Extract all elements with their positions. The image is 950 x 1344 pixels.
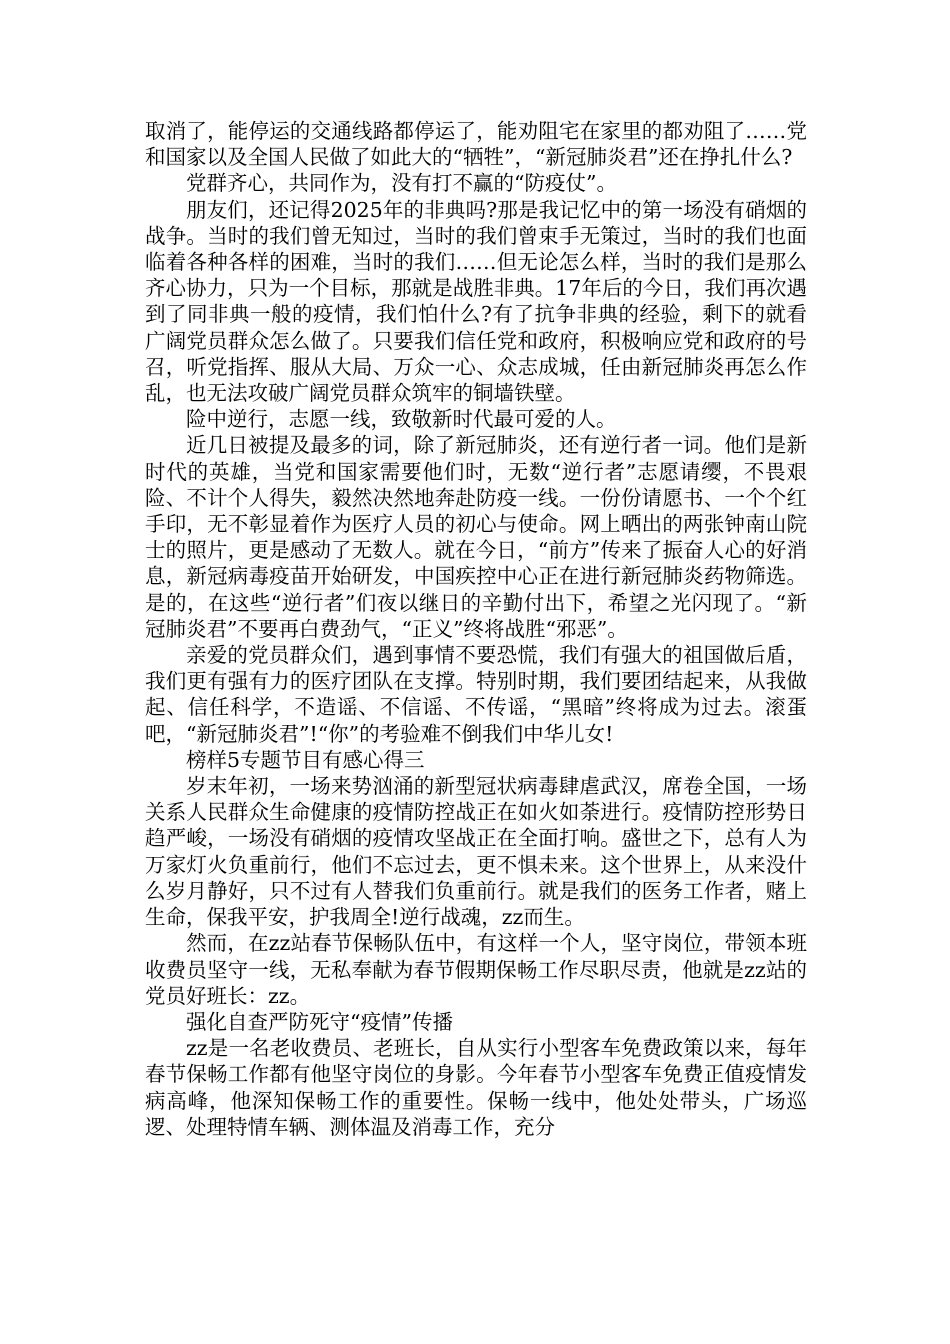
section-heading-1: 榜样5专题节目有感心得三 — [186, 747, 425, 772]
paragraph-3: 朋友们，还记得2025年的非典吗?那是我记忆中的第一场没有硝烟的战争。当时的我们曾无知过，当时的我们曾束手无策过，当时的我们也面临着各种各样的困难，当时的我们……但无论怎么样，当时的我们是那么齐心协力，只为一个目标，那就是战胜非典。17年后的今日，我们再次遇到了同非典一般的疫情，我们怕什么?有了抗争非典的经验，剩下的就看广阔党员群众怎么做了。只要我们信任党和政府，积极响应党和政府的号召，听党指挥、服从大局、万众一心、众志成城，任由新冠肺炎再怎么作乱，也无法攻破广阔党员群众筑牢的铜墙铁壁。 — [145, 197, 807, 406]
paragraph-8: 然而，在zz站春节保畅队伍中，有这样一个人，坚守岗位，带领本班收费员坚守一线，无私奉献为春节假期保畅工作尽职尽责，他就是zz站的党员好班长：zz。 — [145, 931, 807, 1008]
paragraph-9: zz是一名老收费员、老班长，自从实行小型客车免费政策以来，每年春节保畅工作都有他坚守岗位的身影。今年春节小型客车免费正值疫情发病高峰，他深知保畅工作的重要性。保畅一线中，他处处带头，广场巡逻、处理特情车辆、测体温及消毒工作，充分 — [145, 1036, 807, 1139]
section-heading-2: 强化自查严防死守“疫情”传播 — [186, 1009, 453, 1034]
paragraph-5: 近几日被提及最多的词，除了新冠肺炎，还有逆行者一词。他们是新时代的英雄，当党和国家需要他们时，无数“逆行者”志愿请缨，不畏艰险、不计个人得失，毅然决然地奔赴防疫一线。一份份请愿书、一个个红手印，无不彰显着作为医疗人员的初心与使命。网上晒出的两张钟南山院士的照片，更是感动了无数人。就在今日，“前方”传来了振奋人心的好消息，新冠病毒疫苗开始研发，中国疾控中心正在进行新冠肺炎药物筛选。是的，在这些“逆行者”们夜以继日的辛勤付出下，希望之光闪现了。“新冠肺炎君”不要再白费劲气，“正义”终将战胜“邪恶”。 — [145, 433, 807, 641]
paragraph-6: 亲爱的党员群众们，遇到事情不要恐慌，我们有强大的祖国做后盾，我们更有强有力的医疗团队在支撑。特别时期，我们要团结起来，从我做起、信任科学，不造谣、不信谣、不传谣，“黑暗”终将成为过去。滚蛋吧，“新冠肺炎君”!“你”的考验难不倒我们中华儿女! — [145, 643, 807, 746]
document-page — [145, 118, 807, 1140]
paragraph-4: 险中逆行，志愿一线，致敬新时代最可爱的人。 — [186, 407, 617, 432]
paragraph-1: 取消了，能停运的交通线路都停运了，能劝阻宅在家里的都劝阻了……党和国家以及全国人民做了如此大的“牺牲”，“新冠肺炎君”还在挣扎什么? — [145, 119, 807, 170]
paragraph-2: 党群齐心，共同作为，没有打不赢的“防疫仗”。 — [186, 171, 617, 196]
paragraph-7: 岁末年初，一场来势汹涌的新型冠状病毒肆虐武汉，席卷全国，一场关系人民群众生命健康的疫情防控战正在如火如荼进行。疫情防控形势日趋严峻，一场没有硝烟的疫情攻坚战正在全面打响。盛世之下，总有人为万家灯火负重前行，他们不忘过去，更不惧未来。这个世界上，从来没什么岁月静好，只不过有人替我们负重前行。就是我们的医务工作者，赌上生命，保我平安，护我周全!逆行战魂，zz而生。 — [145, 774, 807, 930]
